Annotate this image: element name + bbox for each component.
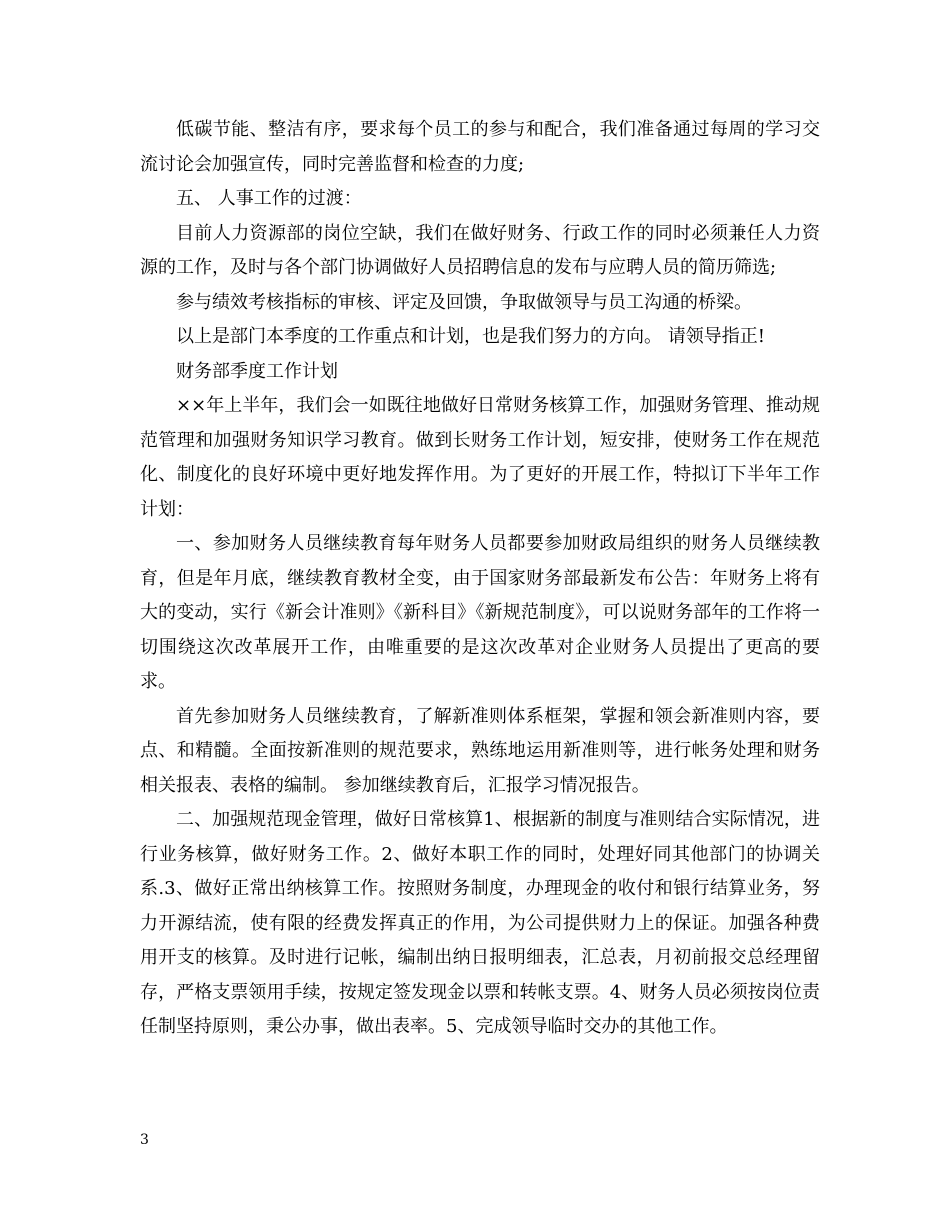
- paragraph: 参与绩效考核指标的审核、评定及回馈，争取做领导与员工沟通的桥梁。: [176, 291, 752, 313]
- page-number: 3: [140, 1132, 149, 1148]
- document-title: 财务部季度工作计划: [176, 360, 338, 382]
- section-heading: 五、 人事工作的过渡：: [176, 188, 362, 209]
- paragraph: 二、加强规范现金管理，做好日常核算1、根据新的制度与准则结合实际情况，进行业务核算，做好财务工作。2、做好本职工作的同时，处理好同其他部门的协调关系.3、做好正常出纳核算工作。按照财务制度，办理现金的收付和银行结算业务，努力开源结流，使有限的经费发挥真正的作用，为公司提供财力上的保证。加强各种费用开支的核算。及时进行记帐，编制出纳日报明细表，汇总表，月初前报交总经理留存，严格支票领用手续，按规定签发现金以票和转帐支票。4、财务人员必须按岗位责任制坚持原则，秉公办事，做出表率。5、完成领导临时交办的其他工作。: [140, 809, 820, 1037]
- paragraph: 首先参加财务人员继续教育，了解新准则体系框架，掌握和领会新准则内容，要点、和精髓。全面按新准则的规范要求，熟练地运用新准则等，进行帐务处理和财务相关报表、表格的编制。 参加继续教育后，汇报学习情况报告。: [140, 705, 820, 796]
- paragraph: 以上是部门本季度的工作重点和计划，也是我们努力的方向。 请领导指正!: [176, 326, 765, 347]
- paragraph: 目前人力资源部的岗位空缺，我们在做好财务、行政工作的同时必须兼任人力资源的工作，及时与各个部门协调做好人员招聘信息的发布与应聘人员的简历筛选;: [140, 222, 820, 278]
- paragraph: 一、参加财务人员继续教育每年财务人员都要参加财政局组织的财务人员继续教育，但是年月底，继续教育教材全变，由于国家财务部最新发布公告：年财务上将有大的变动，实行《新会计准则》《新科目》《新规范制度》，可以说财务部年的工作将一切围绕这次改革展开工作，由唯重要的是这次改革对企业财务人员提出了更高的要求。: [140, 533, 820, 692]
- paragraph: 低碳节能、整洁有序，要求每个员工的参与和配合，我们准备通过每周的学习交流讨论会加强宣传，同时完善监督和检查的力度;: [140, 119, 820, 175]
- paragraph: ××年上半年，我们会一如既往地做好日常财务核算工作，加强财务管理、推动规范管理和加强财务知识学习教育。做到长财务工作计划，短安排，使财务工作在规范化、制度化的良好环境中更好地发挥作用。为了更好的开展工作，特拟订下半年工作计划：: [140, 395, 820, 520]
- document-body: [140, 113, 820, 1045]
